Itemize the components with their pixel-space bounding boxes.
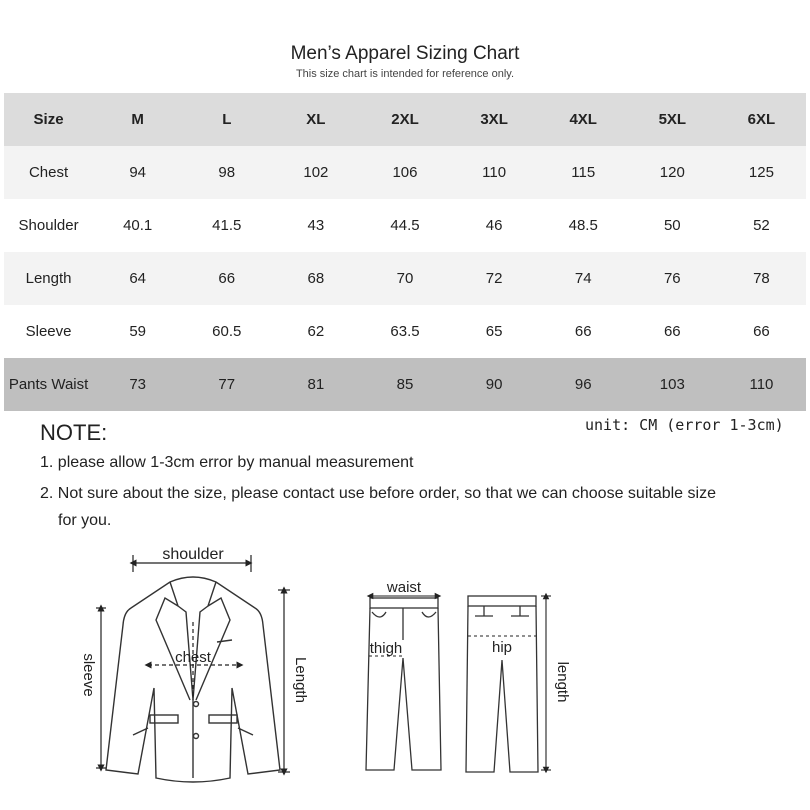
table-cell: 94 — [129, 164, 146, 181]
sleeve-label: sleeve — [80, 653, 97, 697]
column-header: XL — [306, 111, 326, 128]
pants-length-label: length — [554, 661, 571, 703]
table-cell: 50 — [663, 217, 681, 234]
pants-back-measure — [468, 596, 551, 770]
table-cell: 78 — [753, 270, 770, 287]
chest-label: chest — [175, 649, 211, 666]
note-line-1: 1. please allow 1-3cm error by manual measurement — [40, 454, 414, 471]
table-cell: 85 — [396, 376, 414, 393]
table-cell: 103 — [659, 376, 685, 393]
table-cell: 74 — [574, 270, 592, 287]
hip-label: hip — [491, 639, 513, 656]
waist-label: waist — [386, 579, 422, 596]
table-cell: 43 — [307, 217, 325, 234]
chart-subtitle: This size chart is intended for reference only. — [295, 68, 515, 80]
table-cell: 98 — [218, 164, 236, 181]
table-cell: 60.5 — [212, 323, 242, 340]
table-cell: 46 — [485, 217, 503, 234]
table-cell: 59 — [129, 323, 146, 340]
table-cell: 52 — [753, 217, 770, 234]
table-cell: 64 — [129, 270, 146, 287]
row-label: Pants Waist — [8, 376, 89, 393]
column-header: M — [131, 111, 144, 128]
pants-front-illustration — [366, 598, 441, 770]
column-header: 2XL — [391, 111, 419, 128]
row-label: Chest — [28, 164, 69, 181]
table-cell: 48.5 — [568, 217, 598, 234]
table-cell: 44.5 — [390, 217, 420, 234]
table-cell: 102 — [303, 164, 329, 181]
table-cell: 110 — [482, 164, 507, 181]
column-header: 6XL — [747, 111, 776, 128]
table-cell: 70 — [396, 270, 414, 287]
table-cell: 125 — [748, 164, 774, 181]
row-label: Shoulder — [18, 217, 79, 234]
shoulder-label: shoulder — [162, 546, 224, 563]
table-cell: 90 — [485, 376, 503, 393]
table-cell: 106 — [392, 164, 418, 181]
column-header: L — [222, 111, 232, 128]
chart-title: Men’s Apparel Sizing Chart — [290, 43, 520, 64]
table-cell: 66 — [218, 270, 236, 287]
note-line-2-continuation: for you. — [58, 512, 112, 529]
table-cell: 96 — [574, 376, 592, 393]
table-cell: 66 — [663, 323, 681, 340]
column-header: Size — [33, 111, 64, 128]
table-cell: 63.5 — [390, 323, 420, 340]
unit-label: unit: CM (error 1-3cm) — [585, 416, 784, 434]
pants-back-illustration — [466, 596, 538, 772]
table-cell: 68 — [307, 270, 325, 287]
note-heading: NOTE: — [40, 420, 108, 445]
column-header: 5XL — [658, 111, 687, 128]
table-cell: 66 — [753, 323, 770, 340]
table-cell: 120 — [659, 164, 685, 181]
table-cell: 81 — [307, 376, 325, 393]
table-cell: 76 — [663, 270, 681, 287]
table-cell: 41.5 — [212, 217, 242, 234]
column-header: 3XL — [480, 111, 508, 128]
table-cell: 40.1 — [123, 217, 153, 234]
table-cell: 77 — [218, 376, 236, 393]
table-cell: 65 — [485, 323, 503, 340]
row-label: Sleeve — [25, 323, 72, 340]
table-cell: 73 — [129, 376, 146, 393]
table-cell: 110 — [749, 376, 774, 393]
thigh-label: thigh — [369, 640, 403, 657]
row-label: Length — [25, 270, 72, 287]
table-cell: 72 — [485, 270, 503, 287]
table-cell: 115 — [571, 164, 596, 181]
note-line-2-text: 2. Not sure about the size, please contact use before order, so that we can choose suitable size — [40, 485, 716, 502]
table-cell: 62 — [307, 323, 325, 340]
column-header: 4XL — [569, 111, 597, 128]
table-cell: 66 — [574, 323, 592, 340]
jacket-length-label: Length — [292, 657, 309, 703]
